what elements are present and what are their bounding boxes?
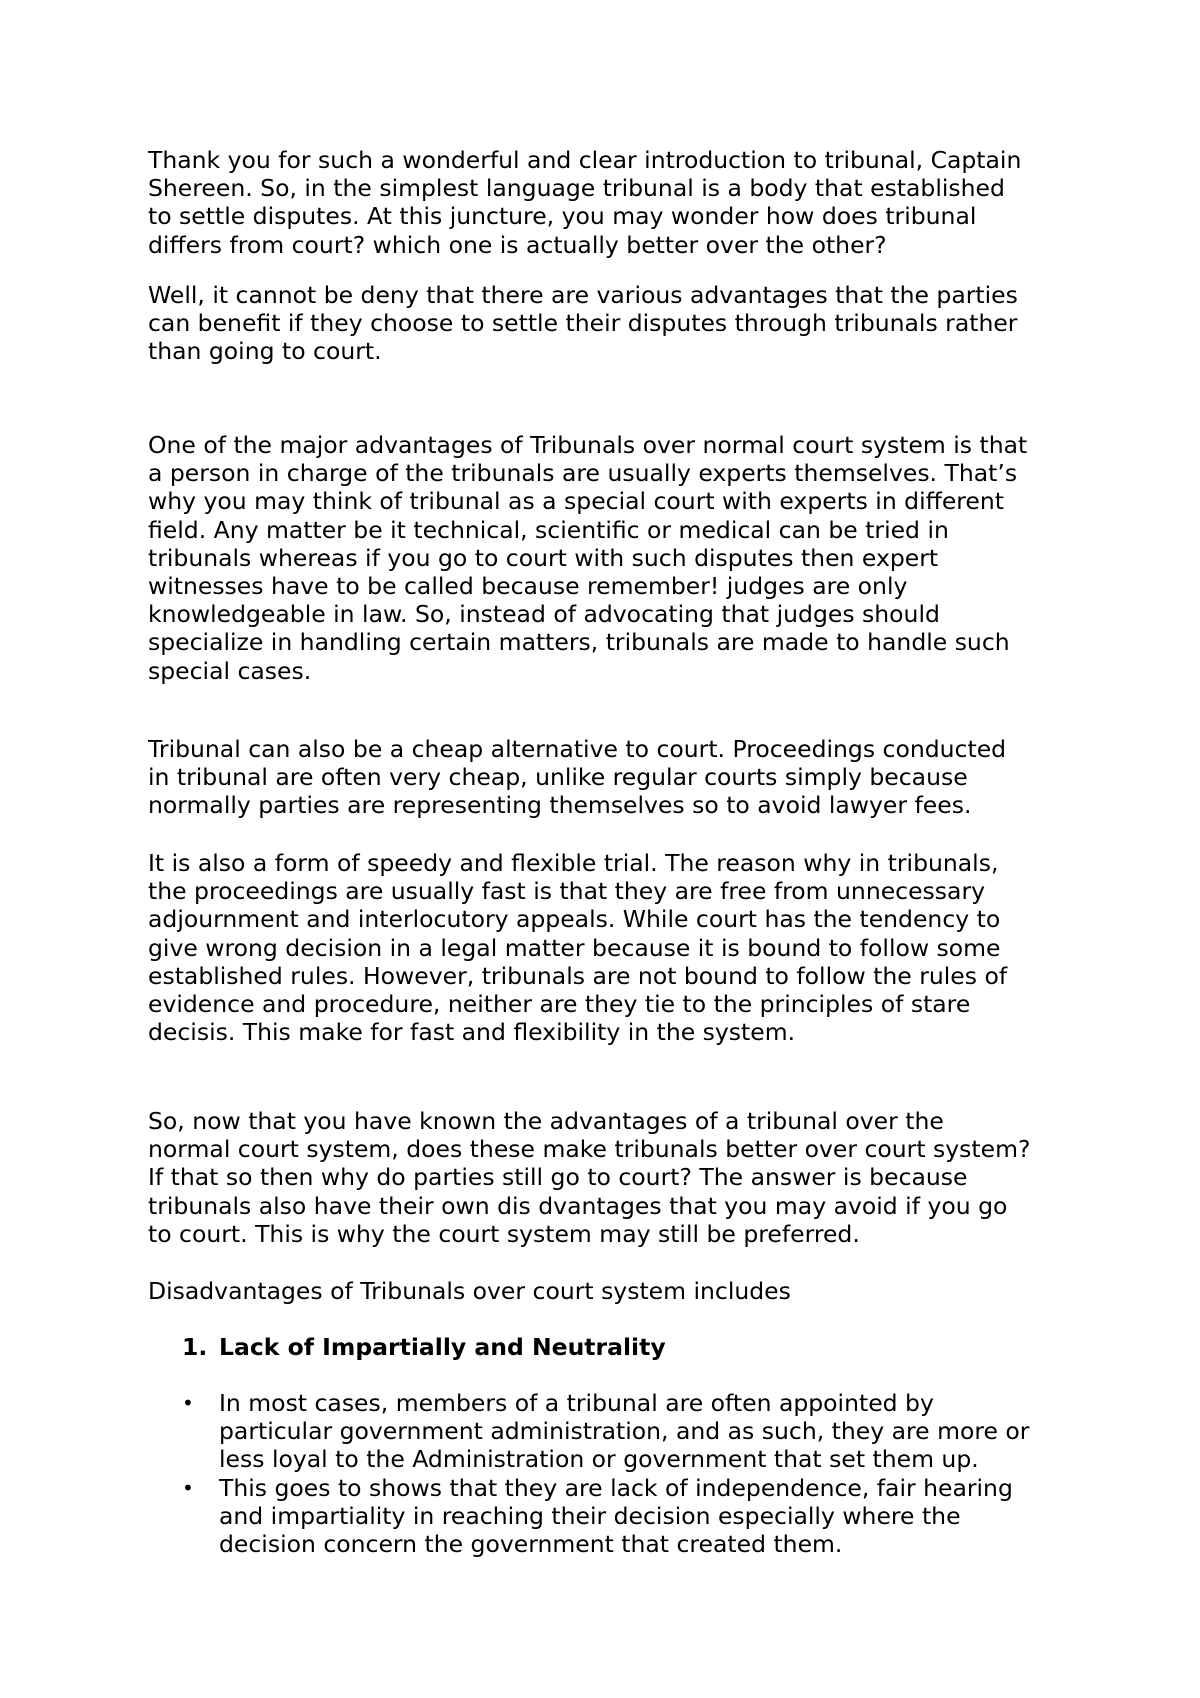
- list-heading: [182, 1333, 666, 1361]
- list-heading-text: Lack of Impartially and Neutrality: [219, 1333, 666, 1361]
- list-number: 1.: [182, 1333, 208, 1361]
- paragraph-disadvantages-intro: Disadvantages of Tribunals over court system includes: [148, 1277, 791, 1305]
- paragraph-speed: It is also a form of speedy and flexible trial. The reason why in tribunals, the proceedings are usually fast is that they are free from unnecessary adjournment and interlocutory appeals. While court has the tendency to give wrong decision in a legal matter because it is bound to follow some established rules. However, tribunals are not bound to follow the rules of evidence and procedure, neither are they tie to the principles of stare decisis. This make for fast and flexibility in the system.: [148, 849, 1008, 1047]
- bullet-text: In most cases, members of a tribunal are often appointed by particular government administration, and as such, they are more or less loyal to the Administration or government that set them up.: [219, 1389, 1030, 1474]
- paragraph-transition: So, now that you have known the advantages of a tribunal over the normal court system, does these make tribunals better over court system? If that so then why do parties still go to court? The answer is because tribunals also have their own dis dvantages that you may avoid if you go to court. This is why the court system may still be preferred.: [148, 1107, 1031, 1248]
- bullet-icon: •: [182, 1391, 194, 1415]
- bullet-text: This goes to shows that they are lack of independence, fair hearing and impartiality in reaching their decision especially where the decision concern the government that created them.: [219, 1474, 1013, 1559]
- paragraph-expertise: One of the major advantages of Tribunals over normal court system is that a person in charge of the tribunals are usually experts themselves. That’s why you may think of tribunal as a special court with experts in different field. Any matter be it technical, scientific or medical can be tried in tribunals whereas if you go to court with such disputes then expert witnesses have to be called because remember! judges are only knowledgeable in law. So, instead of advocating that judges should specialize in handling certain matters, tribunals are made to handle such special cases.: [148, 431, 1028, 685]
- paragraph-cost: Tribunal can also be a cheap alternative to court. Proceedings conducted in tribunal are often very cheap, unlike regular courts simply because normally parties are representing themselves so to avoid lawyer fees.: [148, 735, 1007, 820]
- bullet-icon: •: [182, 1476, 194, 1500]
- paragraph-introduction: Thank you for such a wonderful and clear introduction to tribunal, Captain Shereen. So, in the simplest language tribunal is a body that established to settle disputes. At this juncture, you may wonder how does tribunal differs from court? which one is actually better over the other?: [148, 146, 1022, 259]
- paragraph-advantages-intro: Well, it cannot be deny that there are various advantages that the parties can benefit if they choose to settle their disputes through tribunals rather than going to court.: [148, 281, 1018, 366]
